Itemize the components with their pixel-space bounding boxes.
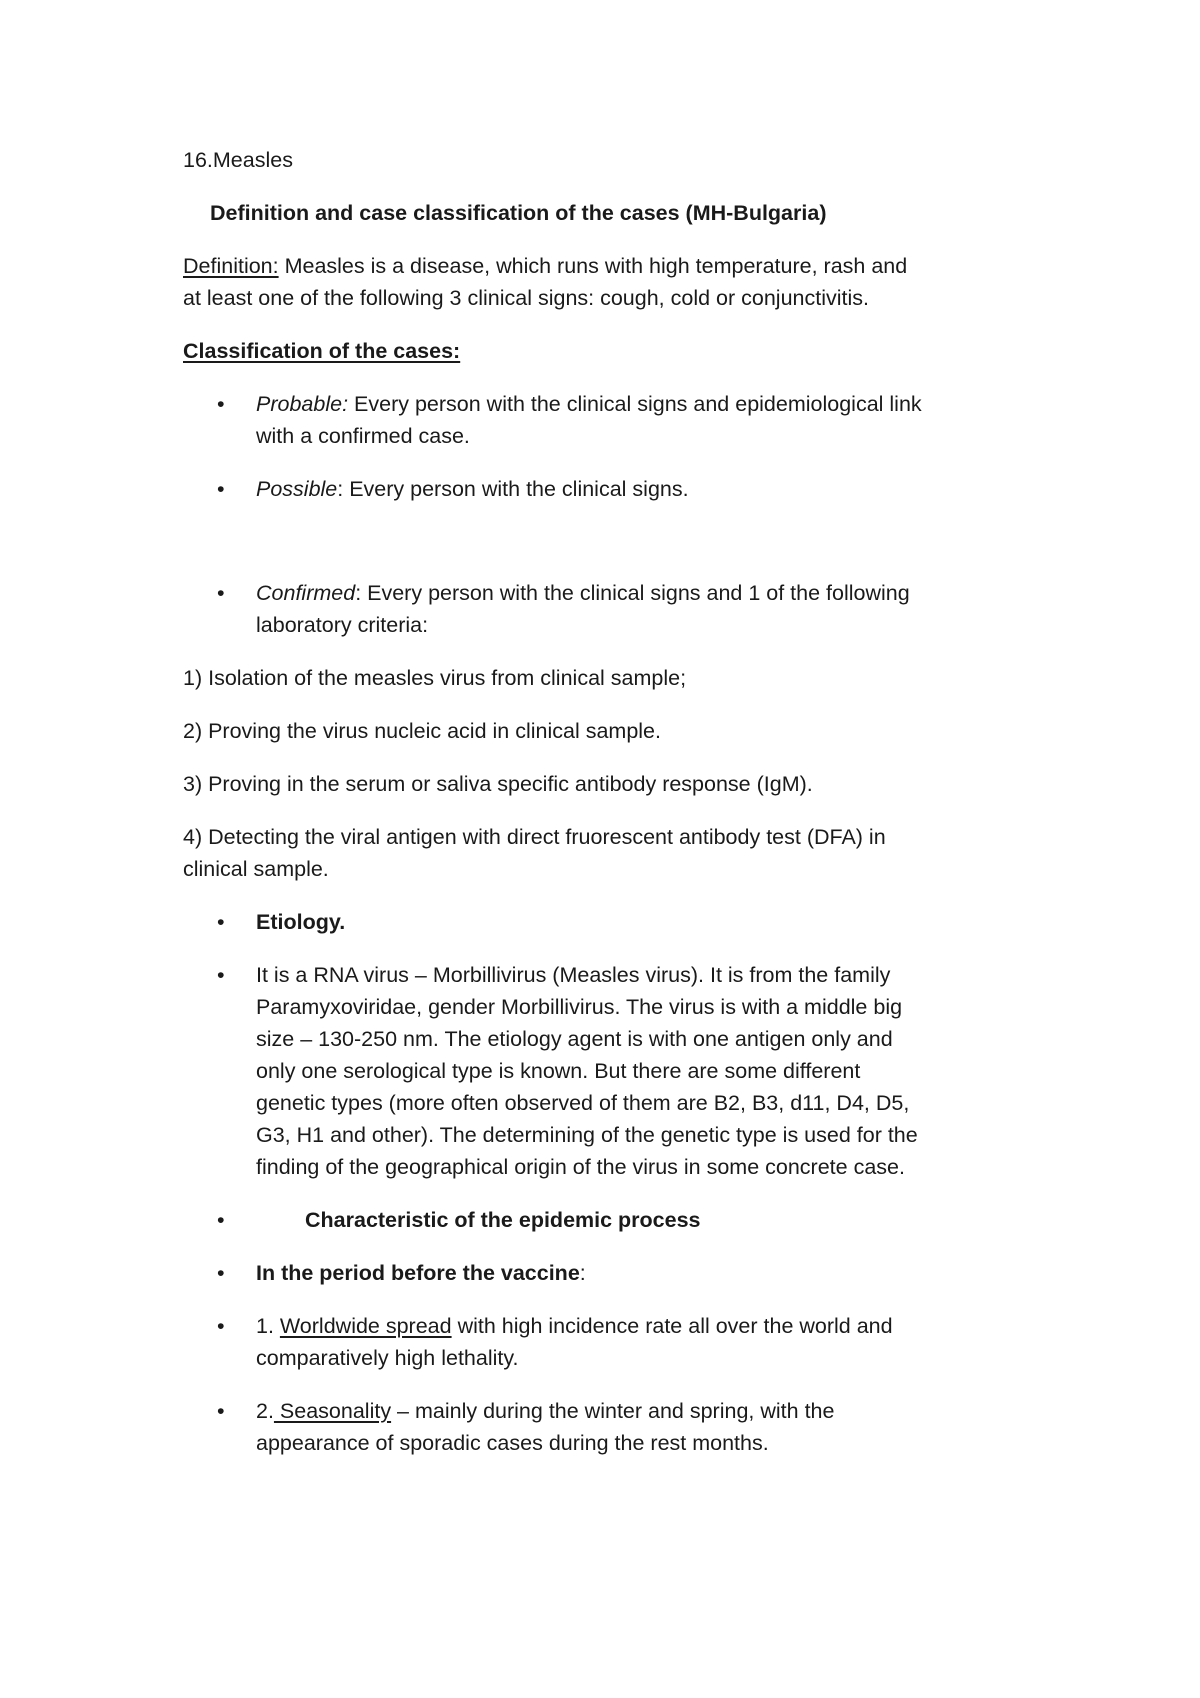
bullet-icon: • xyxy=(217,1208,225,1232)
document-title: 16.Measles xyxy=(183,148,293,172)
definition-line-1 xyxy=(183,250,907,282)
item1-term: Worldwide spread xyxy=(279,1314,452,1338)
possible-line xyxy=(256,473,689,505)
criteria-item-continuation: clinical sample. xyxy=(183,857,329,881)
item2-text: – mainly during the winter and spring, with the xyxy=(391,1399,835,1423)
item2-line-1 xyxy=(256,1395,834,1427)
etiology-line: size – 130-250 nm. The etiology agent is with one antigen only and xyxy=(256,1027,893,1051)
section-heading: Definition and case classification of the cases (MH-Bulgaria) xyxy=(210,201,827,225)
item1-line-2: comparatively high lethality. xyxy=(256,1346,519,1370)
criteria-item: 1) Isolation of the measles virus from clinical sample; xyxy=(183,666,687,690)
probable-line-1 xyxy=(256,388,922,420)
criteria-item: 4) Detecting the viral antigen with direct fruorescent antibody test (DFA) in xyxy=(183,825,886,849)
confirmed-term: Confirmed xyxy=(256,581,356,605)
definition-label: Definition: xyxy=(183,254,279,278)
definition-text-1: Measles is a disease, which runs with high temperature, rash and xyxy=(278,254,908,278)
probable-term: Probable: xyxy=(256,392,349,416)
etiology-line: G3, H1 and other). The determining of the genetic type is used for the xyxy=(256,1123,918,1147)
criteria-item: 2) Proving the virus nucleic acid in clinical sample. xyxy=(183,719,661,743)
bullet-icon: • xyxy=(217,1399,225,1423)
bullet-icon: • xyxy=(217,1261,225,1285)
etiology-line: It is a RNA virus – Morbillivirus (Measles virus). It is from the family xyxy=(256,963,891,987)
bullet-icon: • xyxy=(217,581,225,605)
etiology-line: genetic types (more often observed of them are B2, B3, d11, D4, D5, xyxy=(256,1091,910,1115)
bullet-icon: • xyxy=(217,963,225,987)
confirmed-text-1: : Every person with the clinical signs and 1 of the following xyxy=(355,581,910,605)
item2-term: Seasonality xyxy=(273,1399,392,1423)
item2-line-2: appearance of sporadic cases during the rest months. xyxy=(256,1431,769,1455)
etiology-line: only one serological type is known. But there are some different xyxy=(256,1059,861,1083)
confirmed-line-2: laboratory criteria: xyxy=(256,613,429,637)
confirmed-line-1 xyxy=(256,577,910,609)
definition-line-2: at least one of the following 3 clinical signs: cough, cold or conjunctivitis. xyxy=(183,286,869,310)
probable-line-2: with a confirmed case. xyxy=(256,424,470,448)
bullet-icon: • xyxy=(217,910,225,934)
classification-heading: Classification of the cases: xyxy=(183,339,461,363)
item1-line-1 xyxy=(256,1310,893,1342)
possible-term: Possible xyxy=(256,477,338,501)
possible-text: : Every person with the clinical signs. xyxy=(337,477,689,501)
bullet-icon: • xyxy=(217,392,225,416)
item1-number: 1. xyxy=(256,1314,280,1338)
item1-text: with high incidence rate all over the world and xyxy=(451,1314,893,1338)
prevaccine-label: In the period before the vaccine xyxy=(256,1261,580,1285)
prevaccine-colon: : xyxy=(579,1261,586,1285)
criteria-item: 3) Proving in the serum or saliva specific antibody response (IgM). xyxy=(183,772,813,796)
etiology-heading: Etiology. xyxy=(256,910,346,934)
etiology-line: Paramyxoviridae, gender Morbillivirus. The virus is with a middle big xyxy=(256,995,903,1019)
bullet-icon: • xyxy=(217,1314,225,1338)
item2-number: 2. xyxy=(256,1399,274,1423)
prevaccine-line xyxy=(256,1257,586,1289)
epidemic-heading: Characteristic of the epidemic process xyxy=(305,1208,701,1232)
probable-text-1: Every person with the clinical signs and epidemiological link xyxy=(348,392,922,416)
bullet-icon: • xyxy=(217,477,225,501)
etiology-line: finding of the geographical origin of the virus in some concrete case. xyxy=(256,1155,905,1179)
